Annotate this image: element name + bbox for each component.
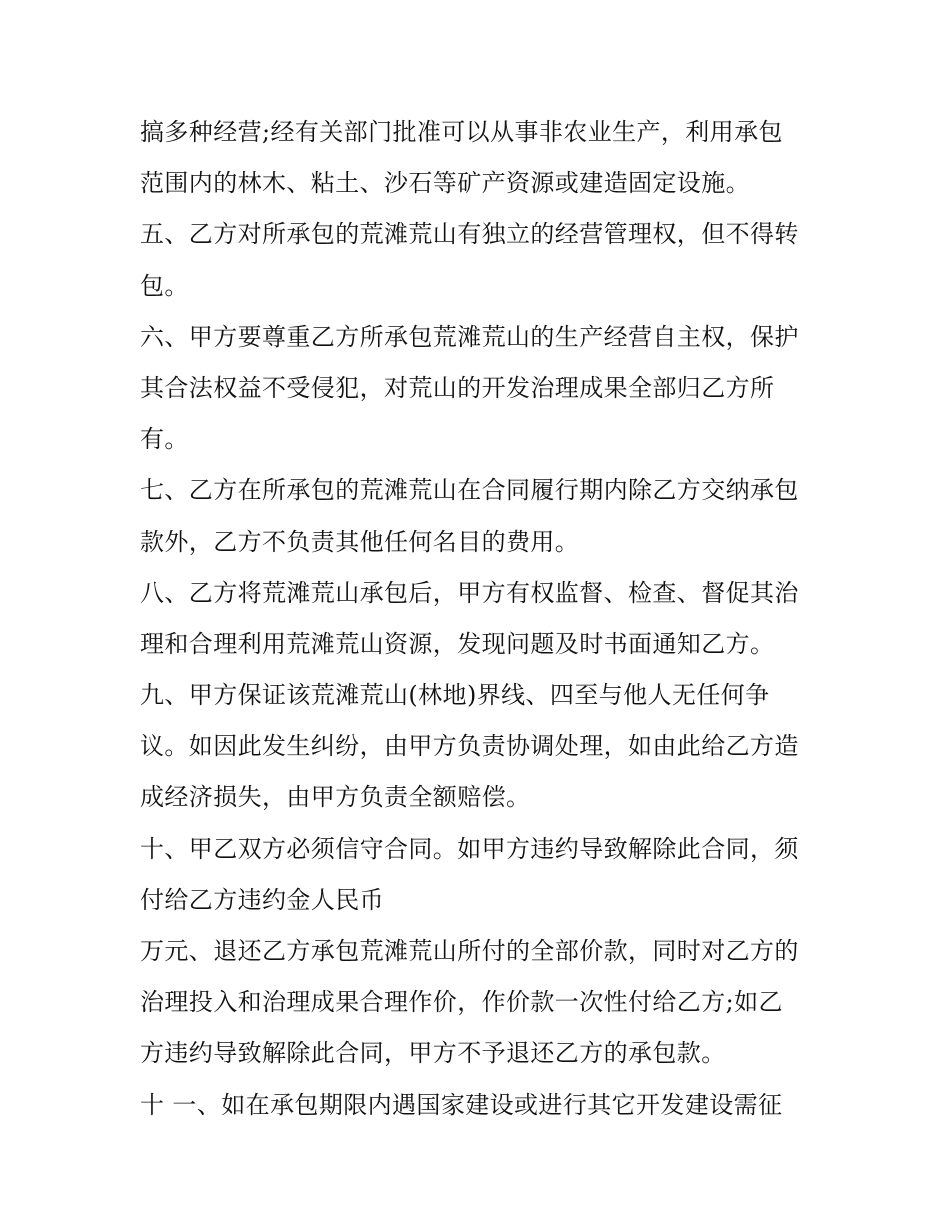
clause-9: 九、甲方保证该荒滩荒山(林地)界线、四至与他人无任何争	[140, 681, 770, 710]
clause-7: 七、乙方在所承包的荒滩荒山在合同履行期内除乙方交纳承包	[140, 476, 799, 505]
text-line: 包。	[140, 271, 189, 300]
contract-text-block	[140, 107, 820, 1131]
clause-5: 五、乙方对所承包的荒滩荒山有独立的经营管理权，但不得转	[140, 220, 799, 249]
text-line: 付给乙方违约金人民币	[140, 885, 384, 914]
text-line: 范围内的林木、粘土、沙石等矿产资源或建造固定设施。	[140, 169, 750, 198]
text-line: 理和合理利用荒滩荒山资源，发现问题及时书面通知乙方。	[140, 629, 775, 658]
text-line: 万元、退还乙方承包荒滩荒山所付的全部价款，同时对乙方的	[140, 937, 799, 965]
text-line: 搞多种经营;经有关部门批准可以从事非农业生产，利用承包	[140, 118, 783, 146]
clause-8: 八、乙方将荒滩荒山承包后，甲方有权监督、检查、督促其治	[140, 578, 799, 607]
text-line: 有。	[140, 425, 189, 454]
text-line: 治理投入和治理成果合理作价，作价款一次性付给乙方;如乙	[140, 988, 783, 1017]
clause-6: 六、甲方要尊重乙方所承包荒滩荒山的生产经营自主权，保护	[140, 322, 799, 351]
text-line: 成经济损失，由甲方负责全额赔偿。	[140, 783, 531, 812]
text-line: 方违约导致解除此合同，甲方不予退还乙方的承包款。	[140, 1039, 726, 1068]
text-line: 议。如因此发生纠纷，由甲方负责协调处理，如由此给乙方造	[140, 732, 799, 761]
clause-11: 十 一、如在承包期限内遇国家建设或进行其它开发建设需征	[140, 1090, 783, 1119]
text-line: 其合法权益不受侵犯，对荒山的开发治理成果全部归乙方所	[140, 373, 775, 402]
clause-10: 十、甲乙双方必须信守合同。如甲方违约导致解除此合同，须	[140, 834, 799, 863]
text-line: 款外，乙方不负责其他任何名目的费用。	[140, 527, 580, 556]
